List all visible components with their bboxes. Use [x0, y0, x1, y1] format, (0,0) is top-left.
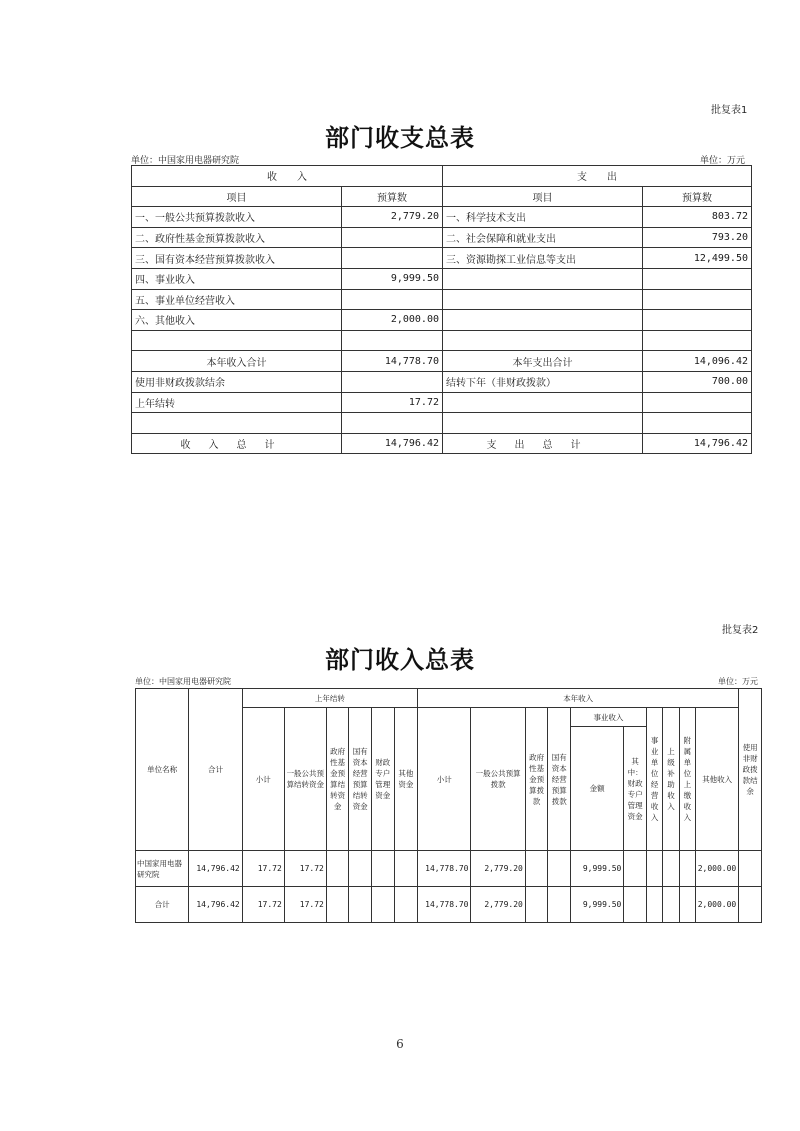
expense-value	[643, 330, 752, 351]
table2-tag: 批复表2	[722, 625, 759, 636]
expense-item	[443, 392, 643, 413]
col-non-fiscal-balance: 使用非财政拨款结余	[739, 689, 762, 851]
income-value	[342, 371, 443, 392]
expense-value: 793.20	[643, 227, 752, 248]
expense-item	[443, 330, 643, 351]
col-operating-income: 事业单位经营收入	[646, 708, 662, 851]
row-affiliated-remit	[679, 851, 695, 887]
expense-grand-total-value: 14,796.42	[643, 433, 752, 454]
page-number: 6	[396, 1037, 404, 1051]
row-cur-general: 2,779.20	[471, 887, 525, 923]
row-business-special	[624, 851, 647, 887]
income-item: 三、国有资本经营预算拨款收入	[132, 248, 342, 269]
header-income: 收 入	[132, 166, 443, 187]
col-cur-subtotal: 小计	[418, 708, 471, 851]
income-item: 上年结转	[132, 392, 342, 413]
row-cur-state-capital	[548, 887, 571, 923]
row-unit-name: 中国家用电器研究院	[136, 851, 189, 887]
income-grand-total-label: 收入总计	[132, 433, 342, 454]
total-row-label: 合计	[136, 887, 189, 923]
income-value: 9,999.50	[342, 268, 443, 289]
row-prior-special	[371, 851, 394, 887]
table-row	[132, 371, 752, 392]
expense-value	[643, 392, 752, 413]
row-prior-general: 17.72	[284, 887, 326, 923]
col-business-amount: 金额	[570, 727, 623, 851]
table-row	[132, 330, 752, 351]
expense-grand-total-label: 支出总计	[443, 433, 643, 454]
row-prior-subtotal: 17.72	[242, 851, 284, 887]
col-unit-name: 单位名称	[136, 689, 189, 851]
income-item: 四、事业收入	[132, 268, 342, 289]
col-prior-subtotal: 小计	[242, 708, 284, 851]
table-row	[132, 351, 752, 372]
table-row	[132, 433, 752, 454]
table-row	[132, 310, 752, 331]
col-expense-item: 项目	[443, 186, 643, 207]
income-subtotal-value: 14,778.70	[342, 351, 443, 372]
row-prior-state-capital	[349, 851, 372, 887]
col-income-budget: 预算数	[342, 186, 443, 207]
expense-item	[443, 310, 643, 331]
col-superior-subsidy: 上级补助收入	[663, 708, 679, 851]
col-cur-general: 一般公共预算拨款	[471, 708, 525, 851]
row-prior-subtotal: 17.72	[242, 887, 284, 923]
table-row	[132, 392, 752, 413]
income-value	[342, 227, 443, 248]
expense-item	[443, 289, 643, 310]
table-row	[136, 887, 762, 923]
row-other-income: 2,000.00	[696, 887, 739, 923]
row-cur-subtotal: 14,778.70	[418, 887, 471, 923]
expense-item: 结转下年（非财政拨款）	[443, 371, 643, 392]
income-value	[342, 413, 443, 434]
row-prior-state-capital	[349, 887, 372, 923]
income-item	[132, 413, 342, 434]
col-prior-special: 财政专户管理资金	[371, 708, 394, 851]
col-prior-gov-fund: 政府性基金预算结转资金	[326, 708, 349, 851]
expense-item: 二、社会保障和就业支出	[443, 227, 643, 248]
expense-item	[443, 413, 643, 434]
col-prior-other: 其他资金	[394, 708, 418, 851]
income-value: 2,779.20	[342, 207, 443, 228]
row-business-special	[624, 887, 647, 923]
income-item: 二、政府性基金预算拨款收入	[132, 227, 342, 248]
table2-unit-org: 单位：中国家用电器研究院	[135, 677, 231, 686]
income-value	[342, 289, 443, 310]
expense-value	[643, 268, 752, 289]
row-prior-special	[371, 887, 394, 923]
row-superior-subsidy	[663, 851, 679, 887]
row-cur-gov-fund	[525, 887, 548, 923]
income-summary-table	[135, 688, 762, 923]
table1-title: 部门收支总表	[325, 123, 475, 152]
income-subtotal-label: 本年收入合计	[132, 351, 342, 372]
table-row	[132, 227, 752, 248]
income-item: 六、其他收入	[132, 310, 342, 331]
table-row	[132, 289, 752, 310]
col-business-special: 其中：财政专户管理资金	[624, 727, 647, 851]
row-business-amount: 9,999.50	[570, 851, 623, 887]
expense-value	[643, 413, 752, 434]
row-prior-other	[394, 887, 418, 923]
col-group-business-income: 事业收入	[570, 708, 646, 727]
table-row	[132, 413, 752, 434]
table1-unit-org: 单位：中国家用电器研究院	[131, 156, 240, 166]
expense-item: 三、资源勘探工业信息等支出	[443, 248, 643, 269]
table2-title: 部门收入总表	[325, 645, 475, 674]
row-other-income: 2,000.00	[696, 851, 739, 887]
row-prior-gov-fund	[326, 851, 349, 887]
row-prior-general: 17.72	[284, 851, 326, 887]
expense-subtotal-label: 本年支出合计	[443, 351, 643, 372]
row-non-fiscal-balance	[739, 887, 762, 923]
income-item: 五、事业单位经营收入	[132, 289, 342, 310]
col-cur-gov-fund: 政府性基金预算拨款	[525, 708, 548, 851]
col-prior-state-capital: 国有资本经营预算结转资金	[349, 708, 372, 851]
row-business-amount: 9,999.50	[570, 887, 623, 923]
col-cur-state-capital: 国有资本经营预算拨款	[548, 708, 571, 851]
expense-item: 一、科学技术支出	[443, 207, 643, 228]
expense-value	[643, 289, 752, 310]
row-total: 14,796.42	[189, 887, 242, 923]
col-group-prior-carryover: 上年结转	[242, 689, 417, 708]
col-affiliated-remit: 附属单位上缴收入	[679, 708, 695, 851]
row-cur-subtotal: 14,778.70	[418, 851, 471, 887]
income-value	[342, 248, 443, 269]
row-prior-other	[394, 851, 418, 887]
expense-item	[443, 268, 643, 289]
income-item	[132, 330, 342, 351]
income-item: 使用非财政拨款结余	[132, 371, 342, 392]
col-group-current-income: 本年收入	[418, 689, 739, 708]
table2-unit-currency: 单位：万元	[718, 677, 758, 686]
col-income-item: 项目	[132, 186, 342, 207]
expense-subtotal-value: 14,096.42	[643, 351, 752, 372]
table-row	[132, 268, 752, 289]
table-row	[132, 248, 752, 269]
income-grand-total-value: 14,796.42	[342, 433, 443, 454]
expense-value: 700.00	[643, 371, 752, 392]
col-prior-general: 一般公共预算结转资金	[284, 708, 326, 851]
income-value: 17.72	[342, 392, 443, 413]
header-expense: 支 出	[443, 166, 752, 187]
table1-tag: 批复表1	[711, 105, 748, 116]
row-superior-subsidy	[663, 887, 679, 923]
table1-unit-currency: 单位：万元	[700, 156, 746, 166]
income-value: 2,000.00	[342, 310, 443, 331]
income-value	[342, 330, 443, 351]
row-non-fiscal-balance	[739, 851, 762, 887]
col-other-income: 其他收入	[696, 708, 739, 851]
expense-value	[643, 310, 752, 331]
table-row	[136, 851, 762, 887]
col-total: 合计	[189, 689, 242, 851]
income-expense-summary-table	[131, 165, 752, 454]
income-item: 一、一般公共预算拨款收入	[132, 207, 342, 228]
table-row	[132, 207, 752, 228]
col-expense-budget: 预算数	[643, 186, 752, 207]
row-operating-income	[646, 851, 662, 887]
row-cur-state-capital	[548, 851, 571, 887]
row-cur-general: 2,779.20	[471, 851, 525, 887]
row-total: 14,796.42	[189, 851, 242, 887]
row-prior-gov-fund	[326, 887, 349, 923]
expense-value: 803.72	[643, 207, 752, 228]
row-operating-income	[646, 887, 662, 923]
row-affiliated-remit	[679, 887, 695, 923]
row-cur-gov-fund	[525, 851, 548, 887]
expense-value: 12,499.50	[643, 248, 752, 269]
